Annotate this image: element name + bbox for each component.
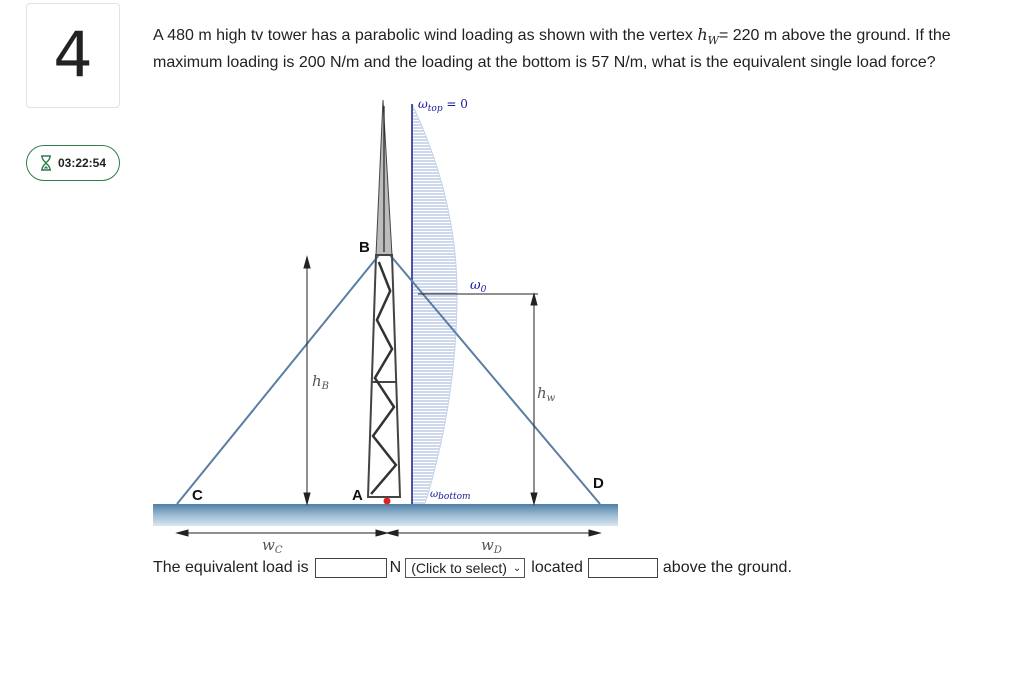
dimension-wc-wd [177, 530, 600, 536]
tower [368, 100, 400, 505]
hw-symbol: h [697, 25, 708, 44]
label-point-a: A [352, 487, 363, 504]
label-point-c: C [192, 487, 203, 504]
hourglass-icon [40, 155, 52, 171]
question-number-box [26, 3, 120, 108]
tower-diagram [150, 92, 625, 554]
label-hw: $h_w$ [537, 384, 556, 404]
chevron-down-icon: ⌄ [512, 562, 522, 574]
label-w-top: $\omega_{top} = 0$ [418, 97, 468, 114]
ground-strip [153, 504, 618, 526]
label-wc: $w_C$ [262, 536, 283, 554]
load-value-input[interactable] [315, 558, 387, 578]
support-point-a [384, 498, 391, 505]
answer-suffix: above the ground. [662, 559, 792, 576]
label-point-d: D [593, 475, 604, 492]
label-w0: $\omega_0$ [470, 278, 487, 295]
unit-label: N [389, 559, 402, 576]
question-number: 4 [53, 18, 93, 91]
located-label: located [531, 559, 583, 576]
label-w-bottom: ωbottom [430, 489, 471, 502]
direction-select-value: (Click to select) [411, 560, 507, 576]
label-point-b: B [359, 239, 370, 256]
answer-prefix: The equivalent load is [153, 559, 309, 576]
guy-cable-left [177, 255, 379, 504]
label-hb: $h_B$ [312, 372, 330, 392]
question-text: A 480 m high tv tower has a parabolic wind loading as shown with the vertex $h_W= 220$ m above the ground. If the maximum loading is 200 N/m and the loading at the bottom is 57 N/m, what is the equivalent single load force? [153, 25, 951, 72]
timer-badge [26, 145, 120, 181]
wind-load-hatching [412, 104, 457, 503]
timer-text: 03:22:54 [57, 156, 107, 170]
location-input[interactable] [588, 558, 658, 578]
label-wd: $w_D$ [481, 536, 502, 554]
answer-row [153, 556, 792, 580]
dimension-hb [304, 257, 310, 504]
direction-select[interactable] [405, 558, 525, 578]
